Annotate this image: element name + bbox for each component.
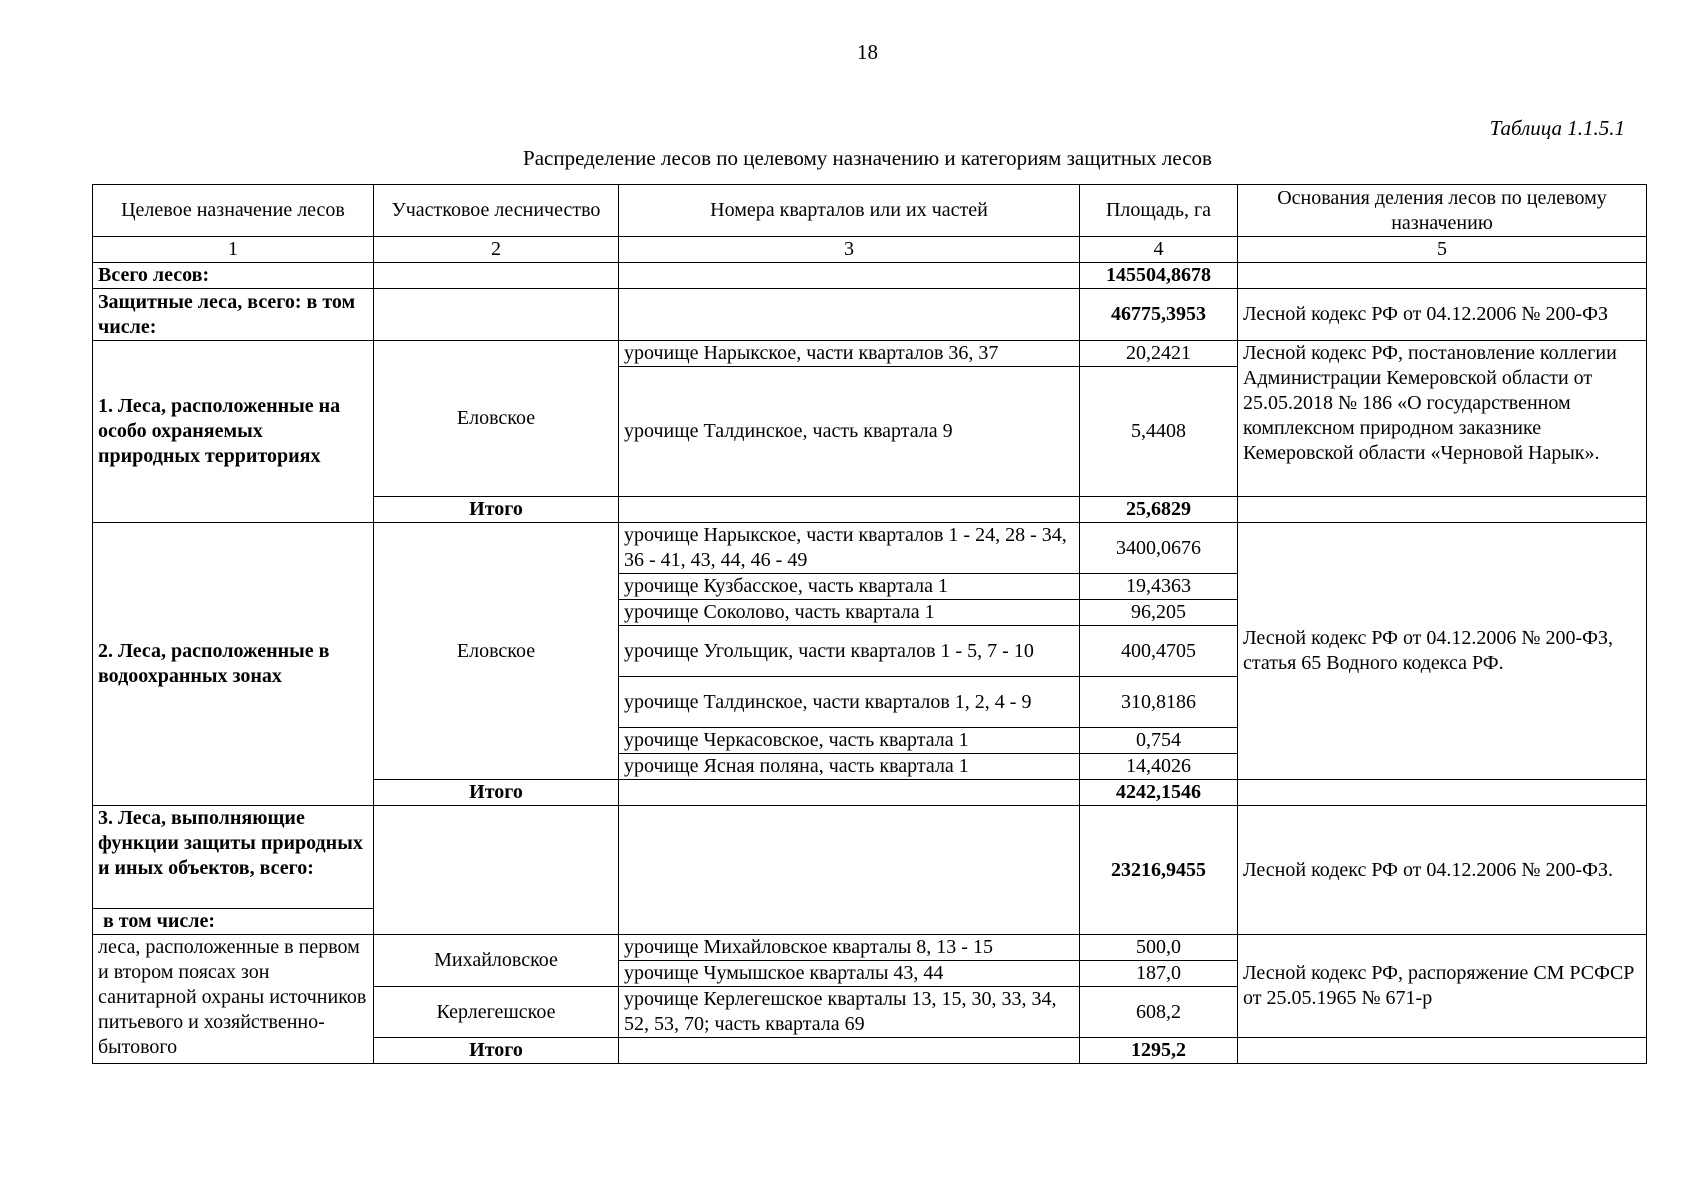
column-number: 1 bbox=[93, 237, 374, 263]
quarters-cell: урочище Черкасовское, часть квартала 1 bbox=[619, 728, 1080, 754]
table-row bbox=[93, 523, 1647, 574]
header-cell: Целевое назначение лесов bbox=[93, 185, 374, 237]
empty-cell bbox=[374, 263, 619, 289]
table-row bbox=[93, 341, 1647, 367]
column-number: 5 bbox=[1238, 237, 1647, 263]
empty-cell bbox=[619, 780, 1080, 806]
section3a-basis: Лесной кодекс РФ, распоряжение СМ РСФСР от 25.05.1965 № 671-р bbox=[1238, 935, 1647, 1038]
quarters-cell: урочище Чумышское кварталы 43, 44 bbox=[619, 961, 1080, 987]
area-cell: 187,0 bbox=[1080, 961, 1238, 987]
protective-basis: Лесной кодекс РФ от 04.12.2006 № 200-ФЗ bbox=[1238, 289, 1647, 341]
quarters-cell: урочище Угольщик, части кварталов 1 - 5, 7 - 10 bbox=[619, 626, 1080, 677]
section3a-forestry-1: Михайловское bbox=[374, 935, 619, 987]
quarters-cell: урочище Нарыкское, части кварталов 1 - 24, 28 - 34, 36 - 41, 43, 44, 46 - 49 bbox=[619, 523, 1080, 574]
table-row bbox=[93, 935, 1647, 961]
area-cell: 0,754 bbox=[1080, 728, 1238, 754]
itogo-label: Итого bbox=[374, 780, 619, 806]
protective-row bbox=[93, 289, 1647, 341]
section1-label: 1. Леса, расположенные на особо охраняемых природных территориях bbox=[93, 341, 374, 523]
area-cell: 310,8186 bbox=[1080, 677, 1238, 728]
area-cell: 3400,0676 bbox=[1080, 523, 1238, 574]
empty-cell bbox=[619, 806, 1080, 935]
empty-cell bbox=[1238, 497, 1647, 523]
empty-cell bbox=[619, 263, 1080, 289]
column-number: 2 bbox=[374, 237, 619, 263]
area-cell: 608,2 bbox=[1080, 987, 1238, 1038]
protective-area: 46775,3953 bbox=[1080, 289, 1238, 341]
area-cell: 5,4408 bbox=[1080, 367, 1238, 497]
quarters-cell: урочище Соколово, часть квартала 1 bbox=[619, 600, 1080, 626]
itogo-area: 25,6829 bbox=[1080, 497, 1238, 523]
section3a-label: леса, расположенные в первом и втором поясах зон санитарной охраны источников питьевого и хозяйственно-бытового bbox=[93, 935, 374, 1064]
total-label: Всего лесов: bbox=[93, 263, 374, 289]
section1-forestry: Еловское bbox=[374, 341, 619, 497]
section1-basis: Лесной кодекс РФ, постановление коллегии Администрации Кемеровской области от 25.05.2018 № 186 «О государственном комплексном природном заказнике Кемеровской области «Черновой Нарык». bbox=[1238, 341, 1647, 497]
empty-cell bbox=[619, 289, 1080, 341]
area-cell: 500,0 bbox=[1080, 935, 1238, 961]
header-cell: Площадь, га bbox=[1080, 185, 1238, 237]
empty-cell bbox=[619, 1038, 1080, 1064]
quarters-cell: урочище Талдинское, части кварталов 1, 2, 4 - 9 bbox=[619, 677, 1080, 728]
empty-cell bbox=[619, 497, 1080, 523]
header-cell: Участковое лесничество bbox=[374, 185, 619, 237]
section3-basis: Лесной кодекс РФ от 04.12.2006 № 200-ФЗ. bbox=[1238, 806, 1647, 935]
section2-forestry: Еловское bbox=[374, 523, 619, 780]
section2-basis: Лесной кодекс РФ от 04.12.2006 № 200-ФЗ, статья 65 Водного кодекса РФ. bbox=[1238, 523, 1647, 780]
quarters-cell: урочище Талдинское, часть квартала 9 bbox=[619, 367, 1080, 497]
quarters-cell: урочище Нарыкское, части кварталов 36, 37 bbox=[619, 341, 1080, 367]
itogo-area: 1295,2 bbox=[1080, 1038, 1238, 1064]
area-cell: 400,4705 bbox=[1080, 626, 1238, 677]
quarters-cell: урочище Керлегешское кварталы 13, 15, 30, 33, 34, 52, 53, 70; часть квартала 69 bbox=[619, 987, 1080, 1038]
quarters-cell: урочище Михайловское кварталы 8, 13 - 15 bbox=[619, 935, 1080, 961]
section2-label: 2. Леса, расположенные в водоохранных зонах bbox=[93, 523, 374, 806]
quarters-cell: урочище Кузбасское, часть квартала 1 bbox=[619, 574, 1080, 600]
itogo-area: 4242,1546 bbox=[1080, 780, 1238, 806]
empty-cell bbox=[374, 806, 619, 935]
page-number: 18 bbox=[857, 40, 878, 64]
total-area: 145504,8678 bbox=[1080, 263, 1238, 289]
itogo-label: Итого bbox=[374, 1038, 619, 1064]
table-title: Распределение лесов по целевому назначению и категориям защитных лесов bbox=[523, 146, 1212, 170]
column-number-row bbox=[93, 237, 1647, 263]
area-cell: 19,4363 bbox=[1080, 574, 1238, 600]
empty-cell bbox=[374, 289, 619, 341]
quarters-cell: урочище Ясная поляна, часть квартала 1 bbox=[619, 754, 1080, 780]
section3-label: 3. Леса, выполняющие функции защиты природных и иных объектов, всего: bbox=[93, 806, 374, 909]
empty-cell bbox=[1238, 1038, 1647, 1064]
table-label: Таблица 1.1.5.1 bbox=[1489, 116, 1625, 140]
header-cell: Номера кварталов или их частей bbox=[619, 185, 1080, 237]
section3a-forestry-2: Керлегешское bbox=[374, 987, 619, 1038]
empty-cell bbox=[1238, 780, 1647, 806]
area-cell: 20,2421 bbox=[1080, 341, 1238, 367]
table-row bbox=[93, 806, 1647, 909]
protective-label: Защитные леса, всего: в том числе: bbox=[93, 289, 374, 341]
empty-cell bbox=[1238, 263, 1647, 289]
area-cell: 96,205 bbox=[1080, 600, 1238, 626]
header-row bbox=[93, 185, 1647, 237]
header-cell: Основания деления лесов по целевому назначению bbox=[1238, 185, 1647, 237]
total-row bbox=[93, 263, 1647, 289]
area-cell: 14,4026 bbox=[1080, 754, 1238, 780]
forest-distribution-table bbox=[92, 184, 1647, 1064]
section3-area: 23216,9455 bbox=[1080, 806, 1238, 935]
column-number: 3 bbox=[619, 237, 1080, 263]
column-number: 4 bbox=[1080, 237, 1238, 263]
section3-sublabel: в том числе: bbox=[93, 909, 374, 935]
itogo-label: Итого bbox=[374, 497, 619, 523]
